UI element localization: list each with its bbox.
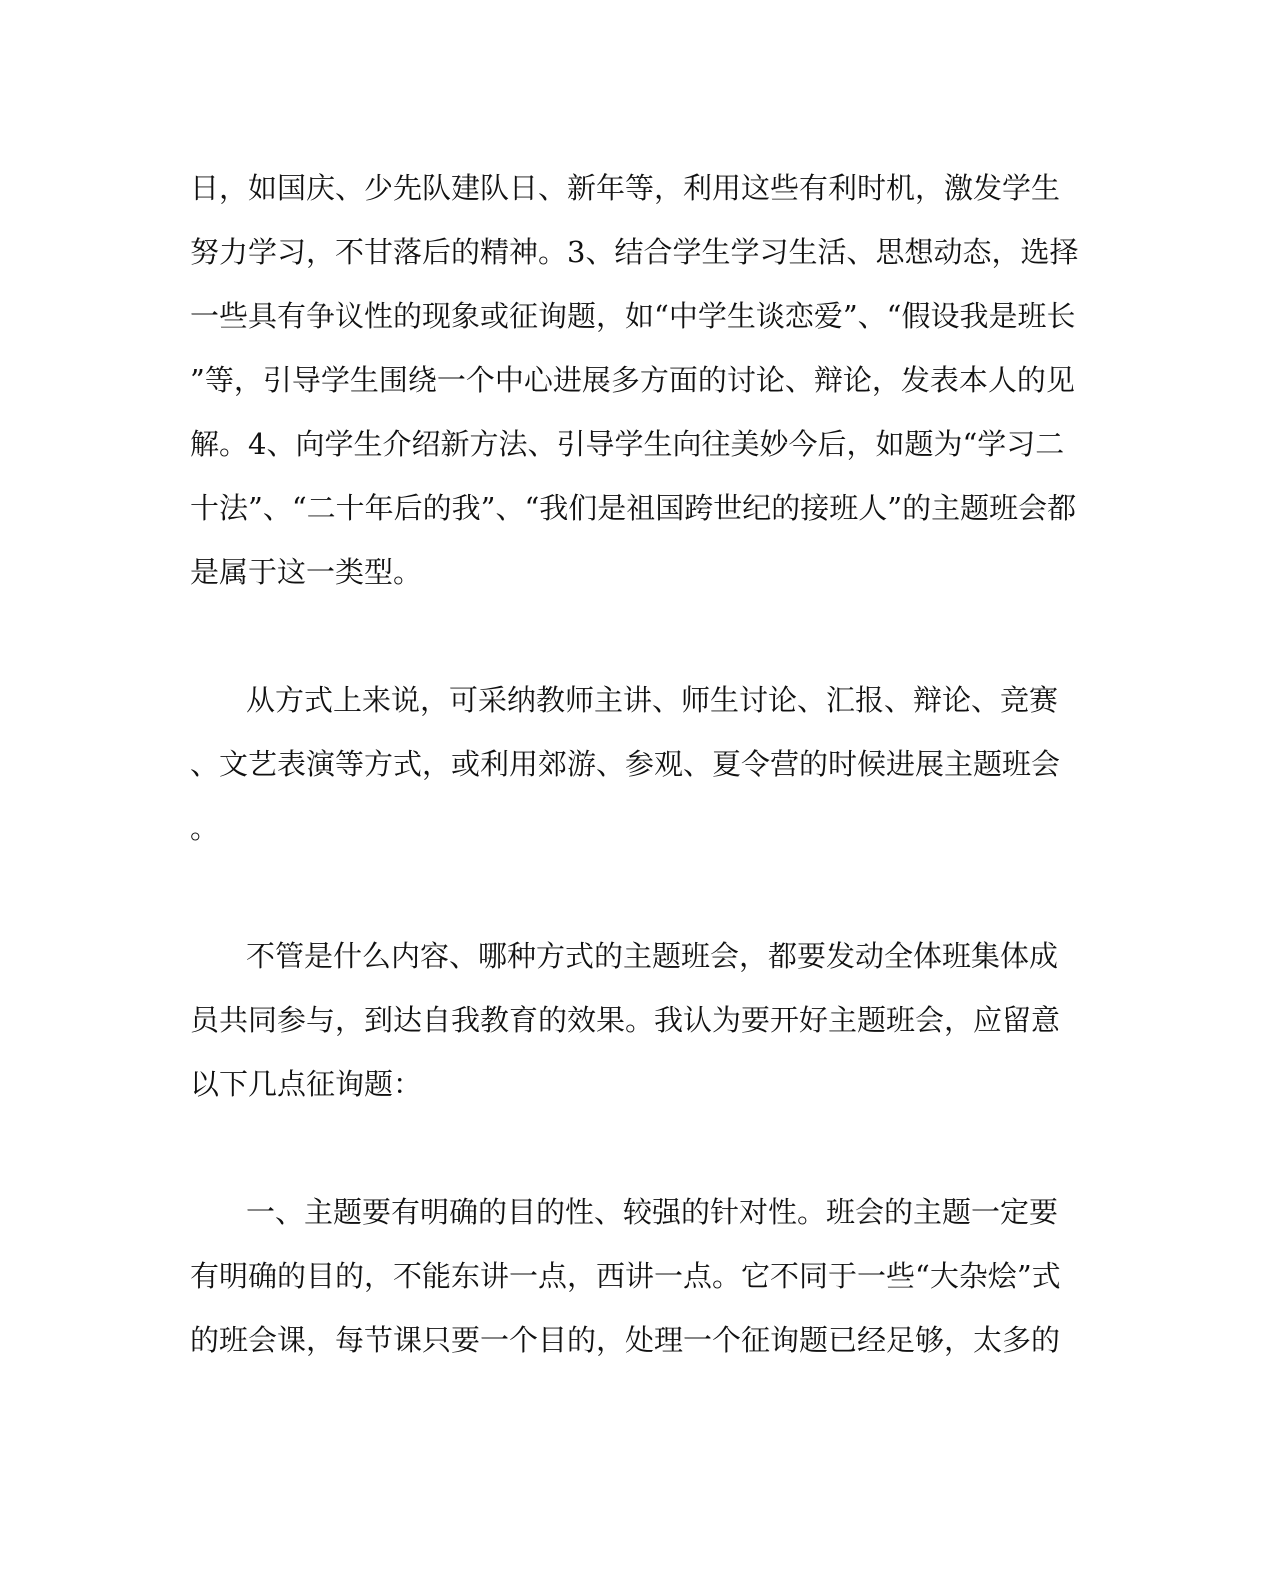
text-line: 日，如国庆、少先队建队日、新年等，利用这些有利时机，激发学生 [190,171,1061,205]
text-line: 十法”、“二十年后的我”、“我们是祖国跨世纪的接班人”的主题班会都 [190,491,1077,525]
text-line: 是属于这一类型。 [190,555,423,589]
paragraph-first-line: 一、主题要有明确的目的性、较强的针对性。班会的主题一定要 [246,1195,1059,1229]
text-line: 、文艺表演等方式，或利用郊游、参观、夏令营的时候进展主题班会 [190,747,1061,781]
text-line: 有明确的目的，不能东讲一点，西讲一点。它不同于一些“大杂烩”式 [190,1259,1061,1293]
text-line: 一些具有争议性的现象或征询题，如“中学生谈恋爱”、“假设我是班长 [190,299,1076,333]
text-line: 解。4、向学生介绍新方法、引导学生向往美妙今后，如题为“学习二 [190,427,1065,461]
text-line: 员共同参与，到达自我教育的效果。我认为要开好主题班会，应留意 [190,1003,1061,1037]
paragraph-first-line: 从方式上来说，可采纳教师主讲、师生讨论、汇报、辩论、竞赛 [246,683,1059,717]
text-line: 。 [190,811,220,845]
paragraph-first-line: 不管是什么内容、哪种方式的主题班会，都要发动全体班集体成 [246,939,1059,973]
text-line: 以下几点征询题： [190,1067,423,1101]
text-line: 努力学习，不甘落后的精神。3、结合学生学习生活、思想动态，选择 [190,235,1079,269]
text-line: 的班会课，每节课只要一个目的，处理一个征询题已经足够，太多的 [190,1323,1061,1357]
text-line: ”等，引导学生围绕一个中心进展多方面的讨论、辩论，发表本人的见 [190,363,1075,397]
